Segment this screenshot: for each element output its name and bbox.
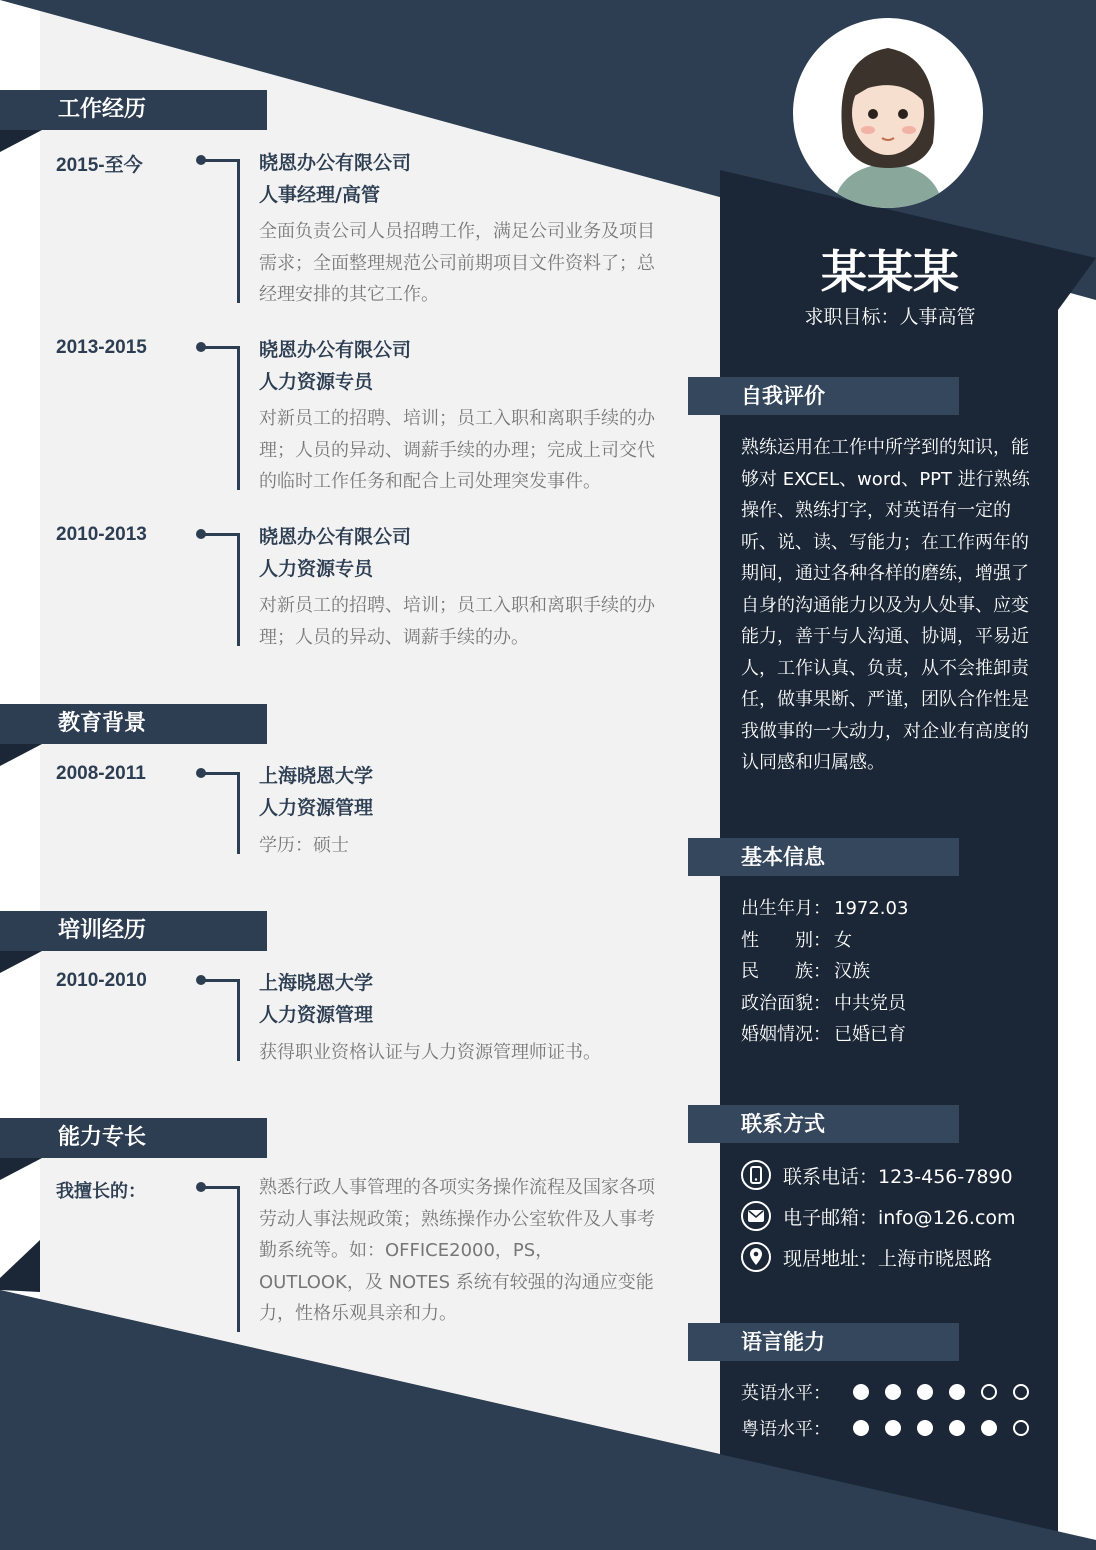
contact-phone bbox=[741, 1158, 1013, 1192]
info-row-political bbox=[741, 988, 908, 1020]
timeline-line bbox=[237, 979, 240, 1061]
entry-date: 2008-2011 bbox=[56, 763, 146, 784]
info-label: 性 别： bbox=[741, 929, 831, 951]
contact-email-text: 电子邮箱：info@126.com bbox=[783, 1206, 1016, 1229]
info-value: 已婚已育 bbox=[834, 1024, 906, 1045]
language-level-rating bbox=[853, 1420, 1045, 1436]
entry-role: 人力资源管理 bbox=[259, 1004, 374, 1026]
timeline-connector bbox=[200, 979, 240, 982]
avatar bbox=[793, 18, 983, 208]
self-eval-text: 熟练运用在工作中所学到的知识，能够对 EXCEL、word、PPT 进行熟练操作、熟练打字，对英语有一定的听、说、读、写能力；在工作两年的期间，通过各种各样的磨练，增强了自身的沟通能力以及为人处事、应变能力，善于与人沟通、协调，平易近人，工作认真、负责，从不会推卸责任，做事果断、严谨，团队合作性是我做事的一大动力，对企业有高度的认同感和归属感。 bbox=[741, 437, 1030, 773]
rating-dot-filled bbox=[917, 1420, 933, 1436]
entry-description: 全面负责公司人员招聘工作，满足公司业务及项目需求；全面整理规范公司前期项目文件资料了；总经理安排的其它工作。 bbox=[259, 221, 655, 305]
location-icon bbox=[741, 1242, 771, 1272]
rating-dot-filled bbox=[949, 1420, 965, 1436]
section-tab-corner bbox=[0, 744, 42, 766]
rating-dot-filled bbox=[885, 1384, 901, 1400]
info-value: 女 bbox=[834, 929, 852, 951]
info-value: 1972.03 bbox=[834, 898, 909, 919]
mail-icon bbox=[741, 1201, 771, 1231]
entry-role: 人力资源管理 bbox=[259, 797, 374, 819]
section-tab-corner bbox=[0, 130, 42, 152]
timeline-connector bbox=[200, 1186, 240, 1189]
timeline-connector bbox=[200, 772, 240, 775]
section-title-languages: 语言能力 bbox=[688, 1323, 959, 1361]
timeline-line bbox=[237, 1186, 240, 1332]
timeline-connector bbox=[200, 346, 240, 349]
rating-dot-filled bbox=[917, 1384, 933, 1400]
contact-phone-text: 联系电话：123-456-7890 bbox=[783, 1165, 1013, 1188]
rating-dot-empty bbox=[1013, 1420, 1029, 1436]
section-title-work: 工作经历 bbox=[0, 90, 267, 130]
language-level-rating bbox=[853, 1384, 1045, 1400]
contact-email bbox=[741, 1199, 1016, 1233]
entry-organization: 晓恩办公有限公司 bbox=[259, 152, 412, 174]
section-title-basic-info: 基本信息 bbox=[688, 838, 959, 876]
info-label: 民 族： bbox=[741, 961, 831, 982]
rating-dot-filled bbox=[949, 1384, 965, 1400]
timeline-line bbox=[237, 772, 240, 854]
rating-dot-empty bbox=[981, 1384, 997, 1400]
contact-address bbox=[741, 1240, 992, 1274]
entry-date: 2015-至今 bbox=[56, 155, 143, 176]
language-label: 粤语水平： bbox=[741, 1419, 831, 1440]
language-cantonese bbox=[741, 1413, 1045, 1443]
entry-date: 2010-2013 bbox=[56, 524, 147, 545]
section-tab-corner bbox=[0, 951, 42, 973]
skills-label: 我擅长的： bbox=[56, 1181, 146, 1202]
info-label: 出生年月： bbox=[741, 898, 831, 919]
entry-organization: 晓恩办公有限公司 bbox=[259, 526, 412, 548]
info-row-birth bbox=[741, 893, 908, 925]
section-title-training: 培训经历 bbox=[0, 911, 267, 951]
entry-description: 对新员工的招聘、培训；员工入职和离职手续的办理；人员的异动、调薪手续的办理；完成上司交代的临时工作任务和配合上司处理突发事件。 bbox=[259, 408, 655, 492]
person-name: 某某某 bbox=[821, 245, 959, 299]
section-title-skills: 能力专长 bbox=[0, 1118, 267, 1158]
job-objective: 求职目标：人事高管 bbox=[804, 306, 976, 328]
rating-dot-filled bbox=[853, 1384, 869, 1400]
info-label: 婚姻情况： bbox=[741, 1024, 831, 1045]
phone-icon bbox=[741, 1160, 771, 1190]
section-title-contact: 联系方式 bbox=[688, 1105, 959, 1143]
section-title-self-eval: 自我评价 bbox=[688, 377, 959, 415]
entry-role: 人事经理/高管 bbox=[259, 184, 380, 206]
rating-dot-filled bbox=[885, 1420, 901, 1436]
skills-description: 熟悉行政人事管理的各项实务操作流程及国家各项劳动人事法规政策；熟练操作办公室软件及人事考勤系统等。如：OFFICE2000，PS，OUTLOOK，及 NOTES 系统有较强的沟通应变能力，性格乐观具亲和力。 bbox=[259, 1177, 655, 1324]
language-english bbox=[741, 1377, 1045, 1407]
timeline-connector bbox=[200, 159, 240, 162]
timeline-line bbox=[237, 346, 240, 490]
entry-organization: 上海晓恩大学 bbox=[259, 765, 374, 787]
entry-organization: 晓恩办公有限公司 bbox=[259, 339, 412, 361]
section-title-education: 教育背景 bbox=[0, 704, 267, 744]
info-row-marital bbox=[741, 1019, 908, 1051]
section-tab-corner bbox=[0, 1158, 42, 1180]
rating-dot-empty bbox=[1013, 1384, 1029, 1400]
entry-organization: 上海晓恩大学 bbox=[259, 972, 374, 994]
rating-dot-filled bbox=[853, 1420, 869, 1436]
entry-date: 2010-2010 bbox=[56, 970, 147, 991]
language-label: 英语水平： bbox=[741, 1383, 831, 1404]
timeline-connector bbox=[200, 533, 240, 536]
info-label: 政治面貌： bbox=[741, 992, 831, 1014]
info-value: 中共党员 bbox=[834, 992, 906, 1014]
timeline-line bbox=[237, 159, 240, 303]
info-value: 汉族 bbox=[834, 961, 870, 982]
entry-role: 人力资源专员 bbox=[259, 371, 374, 393]
info-row-ethnicity bbox=[741, 956, 908, 988]
rating-dot-filled bbox=[981, 1420, 997, 1436]
timeline-line bbox=[237, 533, 240, 646]
info-row-gender bbox=[741, 925, 908, 957]
entry-date: 2013-2015 bbox=[56, 337, 147, 358]
entry-description: 学历：硕士 bbox=[259, 835, 349, 856]
entry-description: 对新员工的招聘、培训；员工入职和离职手续的办理；人员的异动、调薪手续的办。 bbox=[259, 595, 655, 648]
entry-role: 人力资源专员 bbox=[259, 558, 374, 580]
entry-description: 获得职业资格认证与人力资源管理师证书。 bbox=[259, 1042, 601, 1063]
basic-info-list bbox=[741, 893, 908, 1051]
contact-address-text: 现居地址：上海市晓恩路 bbox=[783, 1247, 993, 1270]
